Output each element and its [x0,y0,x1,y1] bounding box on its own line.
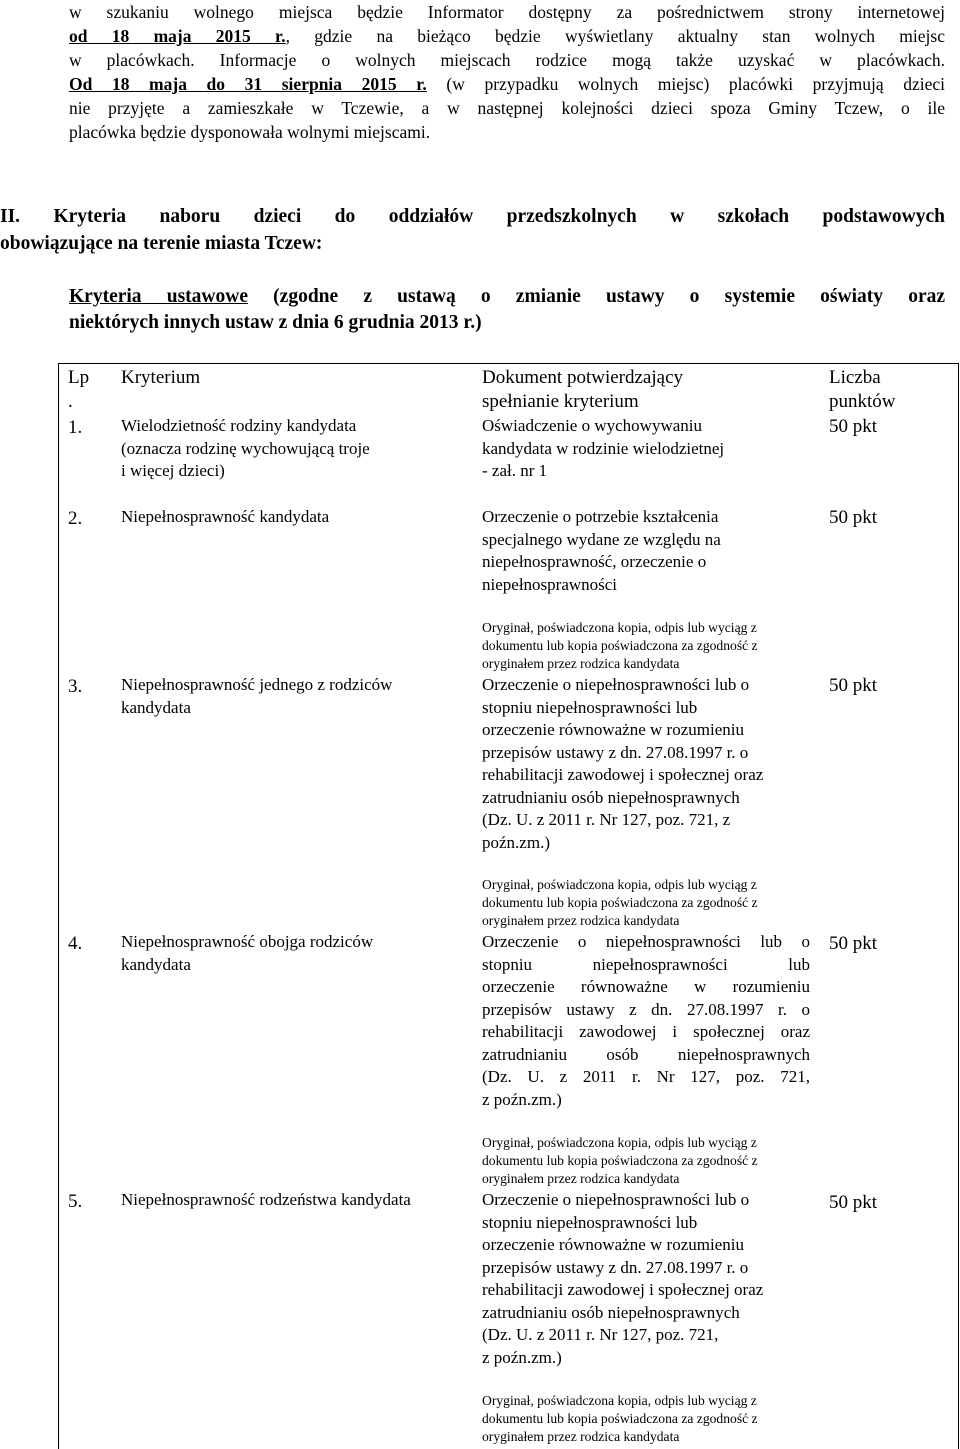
section-heading-line-1: II. Kryteria naboru dzieci do oddziałów przedszkolnych w szkołach podstawowych [0,206,945,227]
row-3-document-line: poźn.zm.) [482,832,550,852]
period-date: Od 18 maja do 31 sierpnia 2015 r. [69,74,427,94]
row-3-criterion-line: Niepełnosprawność jednego z rodziców [121,675,393,694]
row-1-lp: 1. [68,417,83,438]
note-line: dokumentu lub kopia poświadczona za zgodność z [482,1153,758,1168]
row-5-document-line: stopniu niepełnosprawności lub [482,1212,698,1232]
row-5-document-line: z poźn.zm.) [482,1347,562,1367]
note-line: oryginałem przez rodzica kandydata [482,656,680,671]
header-document-line-1: Dokument potwierdzający [482,367,684,388]
note-line: Oryginał, poświadczona kopia, odpis lub wyciąg z [482,877,757,892]
row-2-lp: 2. [68,508,83,529]
row-4-document [482,931,810,1111]
row-5-document-line: przepisów ustawy z dn. 27.08.1997 r. o [482,1257,749,1277]
header-document-line-2: spełnianie kryterium [482,391,639,412]
row-5-note [482,1392,812,1446]
row-1-document-line: kandydata w rodzinie wielodzietnej [482,438,725,458]
row-1-document-line: - zał. nr 1 [482,461,548,480]
row-3-criterion [121,674,421,719]
row-4-document-line: (Dz. U. z 2011 r. Nr 127, poz. 721, [482,1067,810,1086]
row-4-criterion-line: kandydata [121,954,191,974]
row-3-document [482,674,810,854]
row-2-note [482,619,812,673]
row-3-document-line: (Dz. U. z 2011 r. Nr 127, poz. 721, z [482,810,731,829]
row-4-document-line: stopniu niepełnosprawności lub [482,954,810,974]
intro-line-1: w szukaniu wolnego miejsca będzie Informator dostępny za pośrednictwem strony internetowej [69,2,945,22]
row-5-document [482,1189,810,1369]
row-3-points: 50 pkt [829,675,878,696]
section-heading [0,203,945,257]
header-lp [68,366,89,414]
header-document [482,366,810,414]
row-3-document-line: Orzeczenie o niepełnosprawności lub o [482,675,750,694]
row-5-criterion: Niepełnosprawność rodzeństwa kandydata [121,1190,411,1209]
row-2-document-line: niepełnosprawność, orzeczenie o [482,552,707,571]
start-date: od 18 maja 2015 r. [69,26,286,46]
note-line: dokumentu lub kopia poświadczona za zgodność z [482,638,758,653]
row-2-document-line: Orzeczenie o potrzebie kształcenia [482,507,719,526]
row-1-document-line: Oświadczenie o wychowywaniu [482,416,702,435]
row-5-lp: 5. [68,1191,83,1212]
row-2-document-line: niepełnosprawności [482,574,618,594]
row-5-points: 50 pkt [829,1192,878,1213]
note-line: Oryginał, poświadczona kopia, odpis lub wyciąg z [482,1393,757,1408]
row-4-document-line: z poźn.zm.) [482,1089,562,1109]
intro-line-4-text: (w przypadku wolnych miejsc) placówki przyjmują dzieci [426,74,945,94]
header-lp-line-1: Lp [68,367,90,388]
row-5-document-line: orzeczenie równoważne w rozumieniu [482,1235,744,1254]
row-4-document-line: przepisów ustawy z dn. 27.08.1997 r. o [482,999,810,1019]
section-heading-line-2: obowiązujące na terenie miasta Tczew: [0,233,323,254]
row-2-points: 50 pkt [829,507,878,528]
header-points-line-1: Liczba [829,367,881,388]
row-2-criterion: Niepełnosprawność kandydata [121,507,330,526]
row-1-criterion-line: i więcej dzieci) [121,461,225,480]
row-1-points: 50 pkt [829,416,878,437]
row-2-document-line: specjalnego wydane ze względu na [482,529,721,549]
row-5-document-line: rehabilitacji zawodowej i społecznej oraz [482,1280,764,1299]
row-3-criterion-line: kandydata [121,697,191,717]
row-1-criterion [121,415,421,483]
intro-line-4 [69,72,945,96]
note-line: oryginałem przez rodzica kandydata [482,1171,680,1186]
note-line: Oryginał, poświadczona kopia, odpis lub wyciąg z [482,620,757,635]
header-criterion: Kryterium [121,367,201,388]
row-3-lp: 3. [68,676,83,697]
row-4-document-line: orzeczenie równoważne w rozumieniu [482,977,810,996]
row-2-document [482,506,810,596]
subtitle-line-2: niektórych innych ustaw z dnia 6 grudnia 2013 r.) [69,312,482,333]
header-points-line-2: punktów [829,391,896,412]
row-1-document [482,415,810,483]
row-4-document-line: Orzeczenie o niepełnosprawności lub o [482,932,810,951]
header-lp-line-2: . [68,391,73,412]
intro-line-2 [69,24,945,48]
row-5-document-line: Orzeczenie o niepełnosprawności lub o [482,1190,750,1209]
criteria-subtitle [69,284,945,336]
row-3-document-line: zatrudnianiu osób niepełnosprawnych [482,787,740,807]
row-3-document-line: orzeczenie równoważne w rozumieniu [482,720,744,739]
row-1-criterion-line: Wielodzietność rodziny kandydata [121,416,357,435]
note-line: dokumentu lub kopia poświadczona za zgodność z [482,895,758,910]
note-line: dokumentu lub kopia poświadczona za zgodność z [482,1411,758,1426]
row-1-criterion-line: (oznacza rodzinę wychowującą troje [121,438,370,458]
note-line: oryginałem przez rodzica kandydata [482,1429,680,1444]
intro-line-2-text: , gdzie na bieżąco będzie wyświetlany aktualny stan wolnych miejsc [285,26,945,46]
subtitle-line-1 [69,284,945,310]
row-4-lp: 4. [68,933,83,954]
note-line: Oryginał, poświadczona kopia, odpis lub wyciąg z [482,1135,757,1150]
row-3-document-line: przepisów ustawy z dn. 27.08.1997 r. o [482,742,749,762]
row-4-document-line: zatrudnianiu osób niepełnosprawnych [482,1044,810,1064]
row-4-criterion [121,931,421,976]
intro-line-3: w placówkach. Informacje o wolnych miejscach rodzice mogą także uzyskać w placówkach. [69,50,945,70]
row-4-points: 50 pkt [829,933,878,954]
intro-paragraph [69,0,945,144]
row-5-document-line: zatrudnianiu osób niepełnosprawnych [482,1302,740,1322]
row-3-document-line: stopniu niepełnosprawności lub [482,697,698,717]
subtitle-underlined: Kryteria ustawowe [69,286,248,307]
row-4-note [482,1134,812,1188]
intro-line-6: placówka będzie dysponowała wolnymi miejscami. [69,122,431,142]
row-4-criterion-line: Niepełnosprawność obojga rodziców [121,932,374,951]
intro-line-5: nie przyjęte a zamieszkałe w Tczewie, a w następnej kolejności dzieci spoza Gminy Tczew, o ile [69,98,945,118]
row-3-note [482,876,812,930]
note-line: oryginałem przez rodzica kandydata [482,913,680,928]
row-3-document-line: rehabilitacji zawodowej i społecznej oraz [482,765,764,784]
header-points [829,366,896,414]
row-4-document-line: rehabilitacji zawodowej i społecznej oraz [482,1022,810,1041]
row-5-document-line: (Dz. U. z 2011 r. Nr 127, poz. 721, [482,1325,719,1344]
subtitle-line-1-text: (zgodne z ustawą o zmianie ustawy o systemie oświaty oraz [247,286,946,307]
